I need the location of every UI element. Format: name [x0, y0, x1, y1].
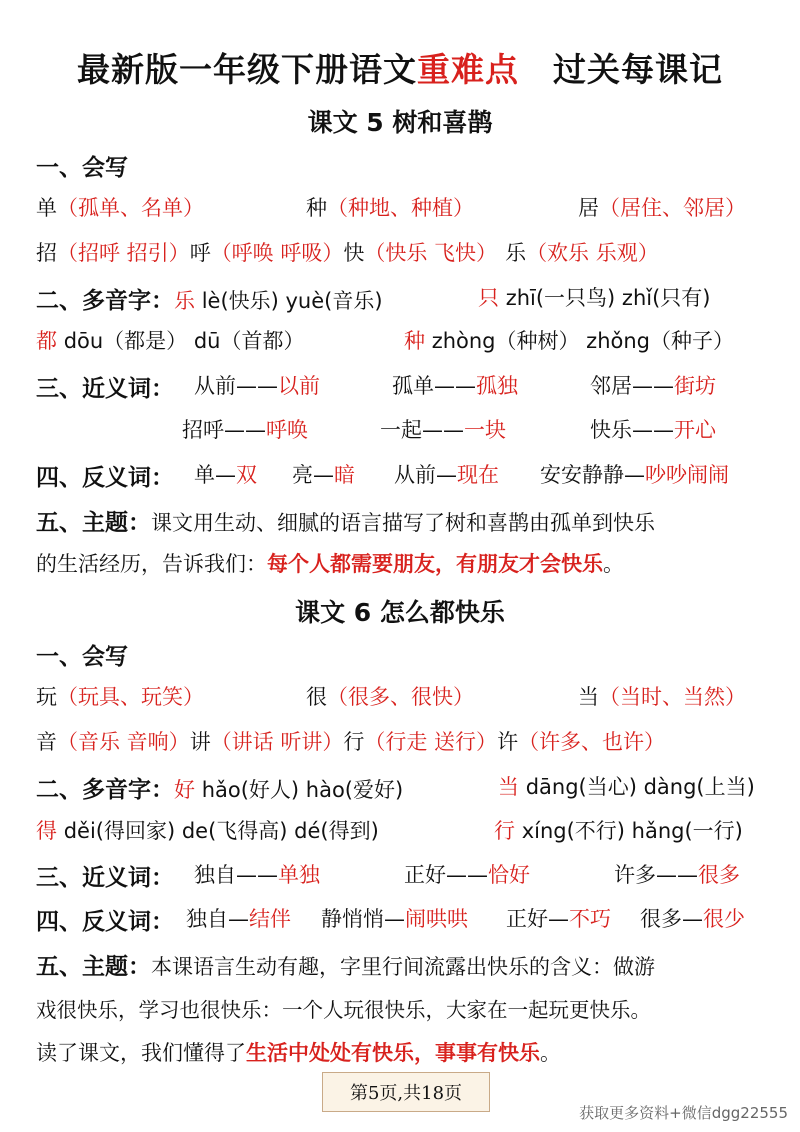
- lesson6-theme-line3: 读了课文，我们懂得了生活中处处有快乐，事事有快乐。: [36, 1041, 561, 1065]
- lesson5-synonym-label: 三、近义词：: [36, 376, 174, 402]
- lesson6-synonym-item: 许多——很多: [614, 863, 740, 887]
- lesson6-antonym-item: 很多—很少: [640, 907, 745, 931]
- lesson5-polyphone-row2: 都 dōu（都是） dū（首都）: [36, 329, 305, 353]
- lesson5-write-item: 种（种地、种植）: [306, 196, 474, 220]
- lesson5-synonym-item: 孤单——孤独: [392, 374, 518, 398]
- lesson5-antonym-item: 亮—暗: [292, 463, 355, 487]
- lesson5-synonym-item: 从前——以前: [194, 374, 320, 398]
- lesson5-antonym-item: 从前—现在: [394, 463, 499, 487]
- title-prefix: 最新版一年级下册语文: [77, 50, 417, 89]
- lesson5-write-item: 单（孤单、名单）: [36, 196, 204, 220]
- title-suffix: 过关每课记: [553, 50, 723, 89]
- page-number-box: [322, 1072, 490, 1112]
- lesson6-synonym-item: 独自——单独: [194, 863, 320, 887]
- lesson6-write-item: 玩（玩具、玩笑）: [36, 685, 204, 709]
- lesson5-antonym-label: 四、反义词：: [36, 465, 174, 491]
- lesson6-antonym-item: 正好—不巧: [506, 907, 611, 931]
- lesson5-polyphone-row1b: 只 zhī(一只鸟) zhǐ(只有): [478, 286, 711, 310]
- lesson5-antonym-item: 单—双: [194, 463, 257, 487]
- lesson5-title: 课文 5 树和喜鹊: [307, 108, 493, 137]
- lesson6-title: 课文 6 怎么都快乐: [295, 598, 505, 627]
- lesson6-write-item: 当（当时、当然）: [578, 685, 746, 709]
- page-number: 第5页,共18页: [349, 1083, 463, 1104]
- lesson6-synonym-item: 正好——恰好: [404, 863, 530, 887]
- page-title: [0, 44, 800, 91]
- lesson5-antonym-item: 安安静静—吵吵闹闹: [540, 463, 729, 487]
- lesson5-write-item: 居（居住、邻居）: [578, 196, 746, 220]
- lesson6-write-item: 很（很多、很快）: [306, 685, 474, 709]
- lesson6-theme-line1: 五、主题：本课语言生动有趣，字里行间流露出快乐的含义：做游: [36, 954, 655, 980]
- lesson6-theme-line2: 戏很快乐，学习也很快乐：一个人玩很快乐，大家在一起玩更快乐。: [36, 998, 651, 1022]
- lesson5-write-heading: 一、会写: [36, 155, 128, 181]
- lesson6-polyphone-row2b: 行 xíng(不行) hǎng(一行): [494, 819, 743, 843]
- lesson6-polyphone-row1b: 当 dāng(当心) dàng(上当): [498, 775, 755, 799]
- title-highlight: 重难点: [417, 50, 519, 89]
- lesson5-theme-line1: 五、主题：课文用生动、细腻的语言描写了树和喜鹊由孤单到快乐: [36, 510, 655, 536]
- lesson6-synonym-label: 三、近义词：: [36, 865, 174, 891]
- lesson5-polyphone-row2b: 种 zhòng（种树） zhǒng（种子）: [404, 329, 735, 353]
- lesson5-synonym-item: 招呼——呼唤: [182, 418, 308, 442]
- lesson5-theme-line2: 的生活经历，告诉我们：每个人都需要朋友，有朋友才会快乐。: [36, 552, 624, 576]
- lesson6-write-row2: 音（音乐 音响）讲（讲话 听讲）行（行走 送行）许（许多、也许）: [36, 730, 666, 754]
- lesson5-synonym-item: 一起——一块: [380, 418, 506, 442]
- lesson6-antonym-item: 静悄悄—闹哄哄: [321, 907, 468, 931]
- lesson6-antonym-label: 四、反义词：: [36, 909, 174, 935]
- lesson5-synonym-item: 邻居——街坊: [590, 374, 716, 398]
- lesson6-antonym-item: 独自—结伴: [186, 907, 291, 931]
- lesson6-polyphone-row2: 得 děi(得回家) de(飞得高) dé(得到): [36, 819, 379, 843]
- lesson6-polyphone-row1: 二、多音字：好 hǎo(好人) hào(爱好): [36, 777, 404, 803]
- lesson5-write-row2: 招（招呼 招引）呼（呼唤 呼吸）快（快乐 飞快） 乐（欢乐 乐观）: [36, 241, 659, 265]
- lesson5-synonym-item: 快乐——开心: [590, 418, 716, 442]
- watermark: 获取更多资料+微信dgg22555: [579, 1104, 788, 1122]
- lesson6-write-heading: 一、会写: [36, 644, 128, 670]
- lesson5-polyphone-row1: 二、多音字：乐 lè(快乐) yuè(音乐): [36, 288, 383, 314]
